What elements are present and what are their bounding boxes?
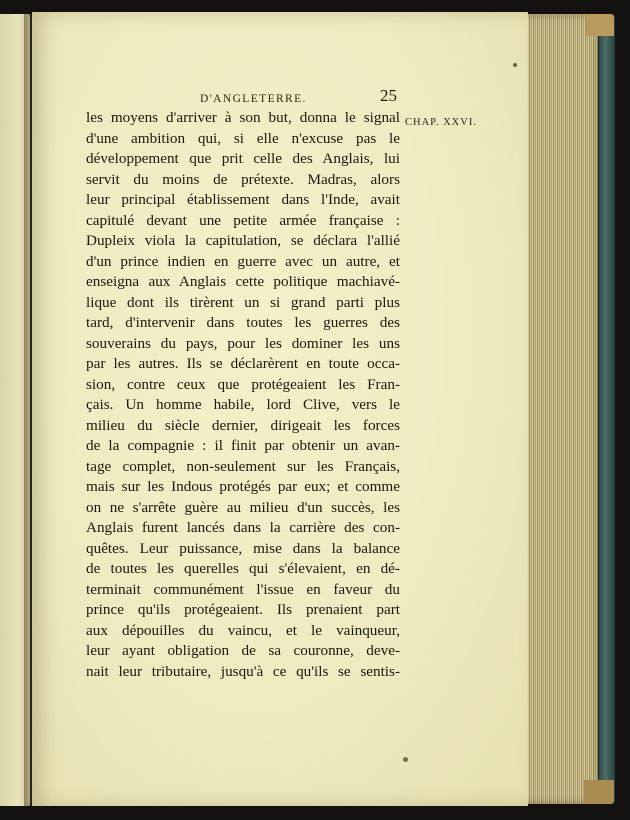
text-line: enseigna aux Anglais cette politique machiavé-	[86, 273, 400, 290]
paper-speck	[403, 757, 408, 762]
running-head: D'ANGLETERRE.	[200, 93, 307, 105]
text-line: souverains du pays, pour les dominer les uns	[86, 334, 400, 352]
text-line: mais sur les Indous protégés par eux; et comme	[86, 478, 400, 495]
text-line: tard, d'intervenir dans toutes les guerres des	[86, 314, 400, 331]
text-line: prince qu'ils protégeaient. Ils prenaient part	[86, 601, 400, 618]
text-line: de toutes les querelles qui s'élevaient, en dé-	[86, 560, 400, 577]
chapter-margin-note: CHAP. XXVI.	[405, 117, 477, 128]
text-line: capitulé devant une petite armée française :	[86, 211, 400, 229]
text-line: aux dépouilles du vaincu, et le vainqueur,	[86, 621, 400, 639]
text-line: Dupleix viola la capitulation, se déclara l'allié	[86, 232, 400, 249]
text-line: sion, contre ceux que protégeaient les Fran-	[86, 375, 400, 393]
page-number: 25	[380, 86, 397, 105]
text-line: servit du moins de prétexte. Madras, alors	[86, 170, 400, 188]
paper-speck	[513, 63, 517, 67]
text-line: de la compagnie : il finit par obtenir un avan-	[86, 437, 400, 454]
cover-corner-top	[586, 14, 614, 36]
text-line: on ne s'arrête guère au milieu d'un succès, les	[86, 498, 400, 516]
text-line: lique dont ils tirèrent un si grand parti plus	[86, 293, 400, 311]
text-line: les moyens d'arriver à son but, donna le signal	[86, 109, 400, 126]
text-line: milieu du siècle dernier, dirigeait les forces	[86, 416, 400, 434]
text-line: nait leur tributaire, jusqu'à ce qu'ils se sentis-	[86, 662, 400, 680]
text-line: par les autres. Ils se déclarèrent en toute occa-	[86, 355, 400, 372]
cover-corner-bottom	[584, 780, 614, 804]
cover-board	[598, 16, 615, 802]
text-line: çais. Un homme habile, lord Clive, vers le	[86, 396, 400, 413]
text-line: leur ayant obligation de sa couronne, deve-	[86, 642, 400, 659]
text-line: leur principal établissement dans l'Inde, avait	[86, 191, 400, 208]
page-block-edges	[522, 14, 604, 804]
body-text	[86, 108, 400, 682]
text-line: terminait communément l'issue en faveur du	[86, 580, 400, 598]
text-line: d'un prince indien en guerre avec un autre, et	[86, 252, 400, 270]
text-line: tage complet, non-seulement sur les Français,	[86, 457, 400, 475]
text-line: d'une ambition qui, si elle n'excuse pas le	[86, 129, 400, 147]
text-line: développement que prit celle des Anglais, lui	[86, 150, 400, 167]
text-line: quêtes. Leur puissance, mise dans la balance	[86, 539, 400, 557]
text-line: Anglais furent lancés dans la carrière des con-	[86, 519, 400, 536]
